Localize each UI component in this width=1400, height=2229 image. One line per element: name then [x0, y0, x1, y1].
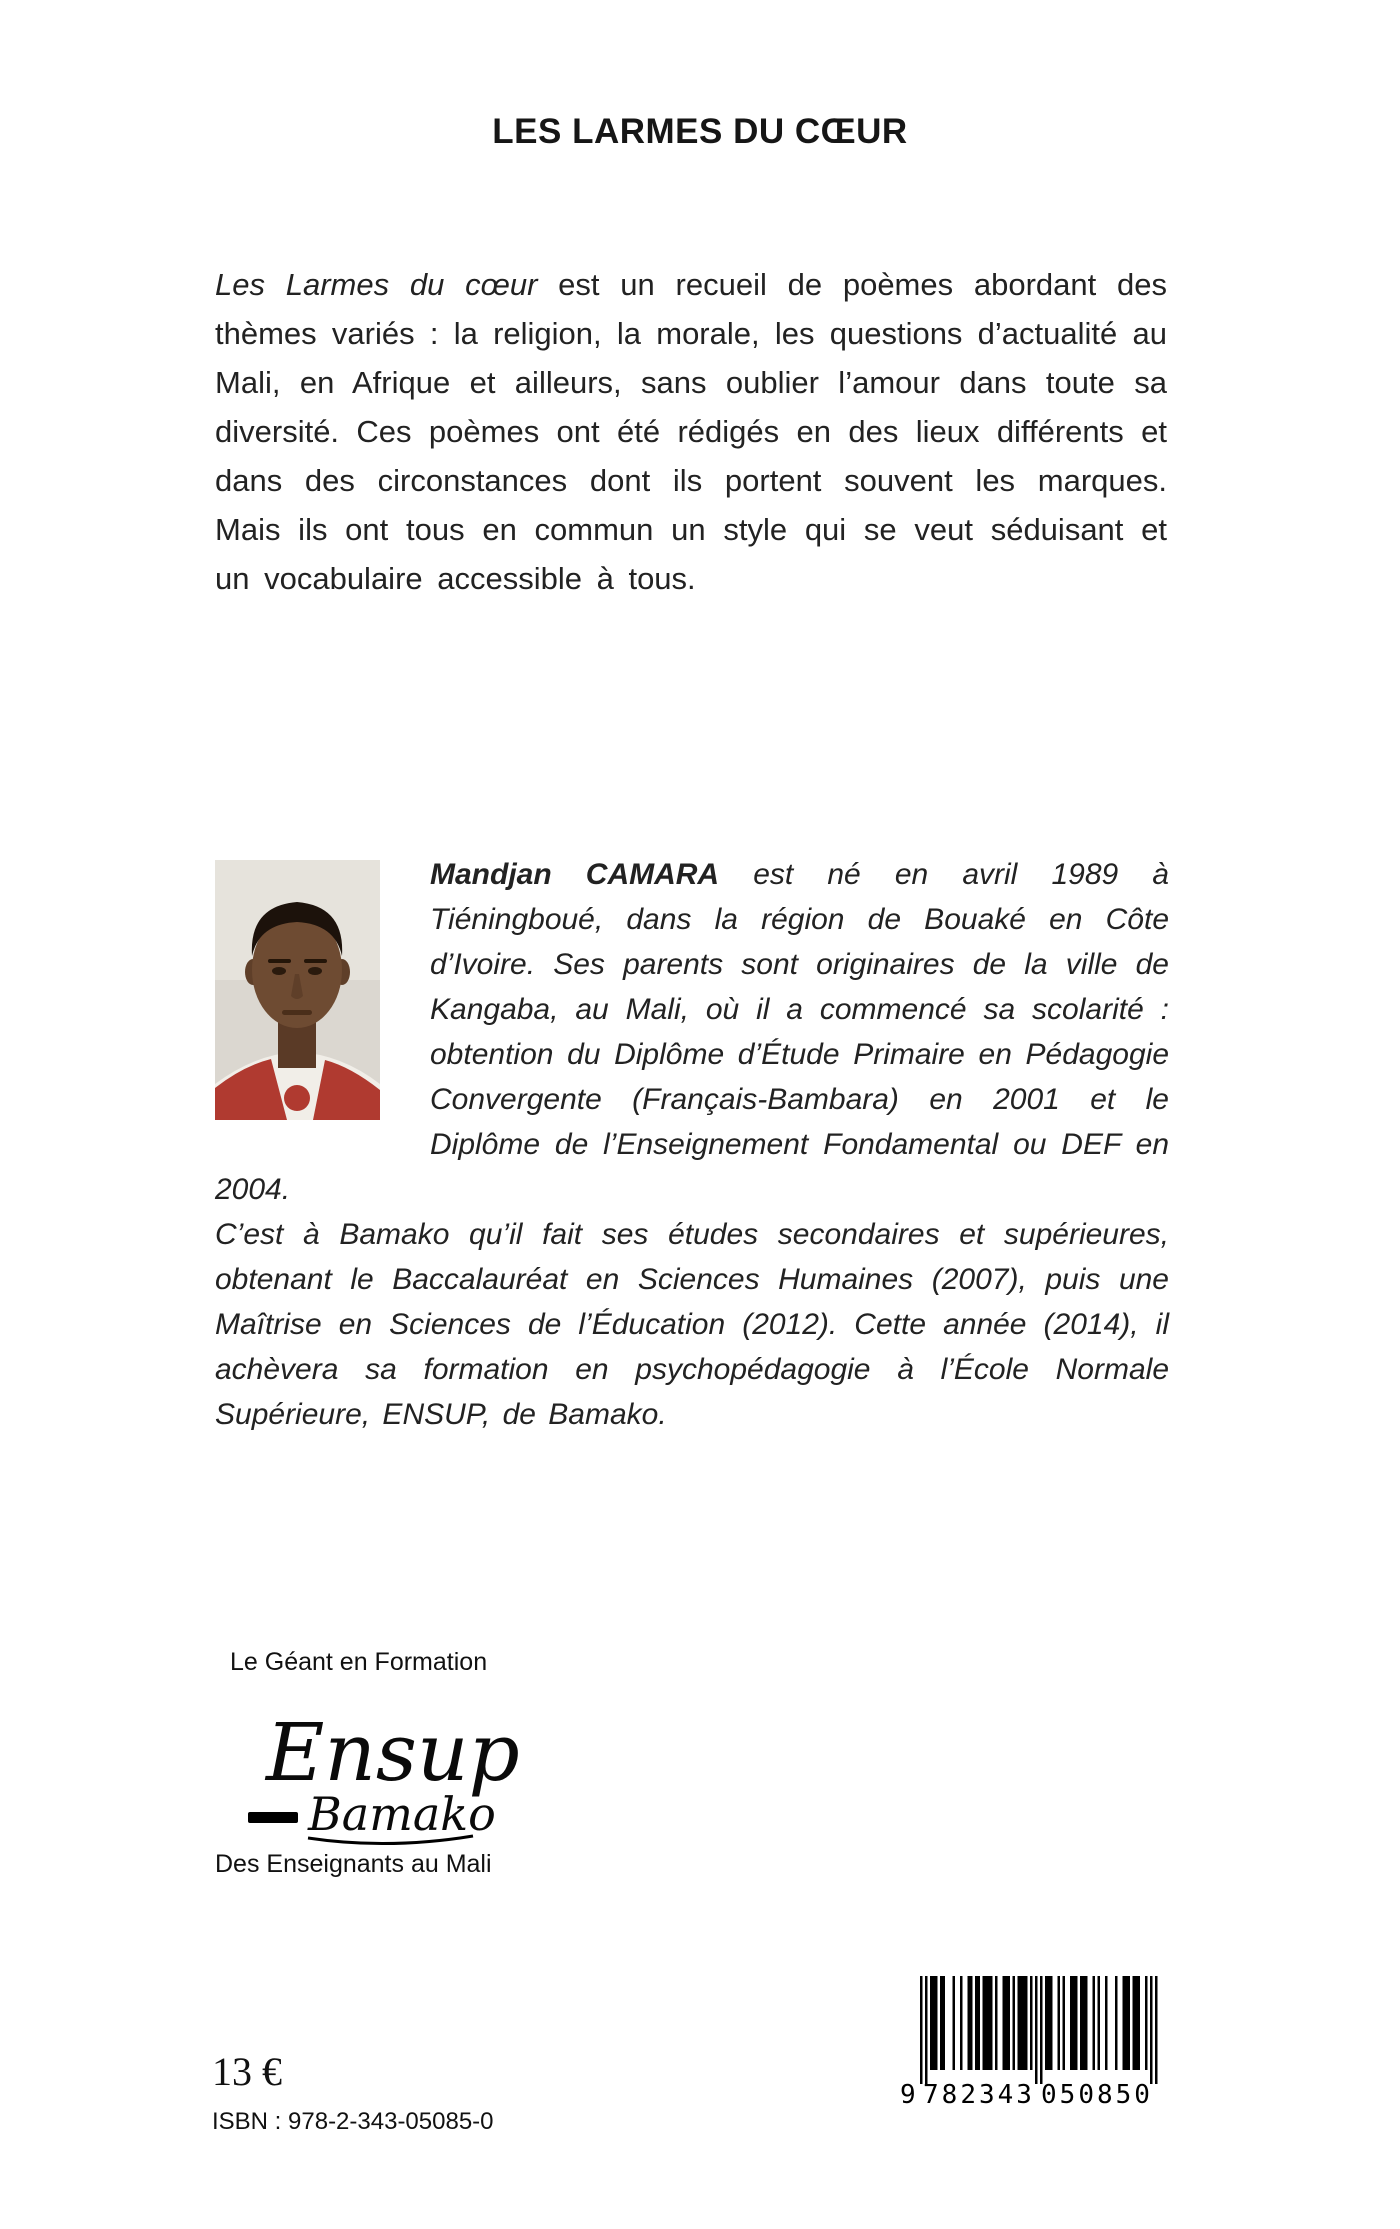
- author-name: Mandjan CAMARA: [430, 858, 720, 891]
- bio-paragraph-1-text: est né en avril 1989 à Tiéningboué, dans la région de Bouaké en Côte d’Ivoire. Ses parents sont originaires de la ville de Kangaba, au Mali, où il a commencé sa scolarité : obtention du Diplôme d’Étude Primaire en Pédagogie Convergente (Français-Bambara) en 2001 et le Diplôme de l’Enseignement Fondamental ou DEF en 2004.: [215, 858, 1169, 1206]
- publisher-logo-image: [248, 1700, 578, 1850]
- synopsis-lead-title: Les Larmes du cœur: [215, 267, 538, 302]
- bio-paragraph-2: C’est à Bamako qu’il fait ses études secondaires et supérieures, obtenant le Baccalauréat en Sciences Humaines (2007), puis une Maîtrise en Sciences de l’Éducation (2012). Cette année (2014), il achèvera sa formation en psychopédagogie à l’École Normale Supérieure, ENSUP, de Bamako.: [215, 1218, 1169, 1431]
- author-bio-section: [215, 852, 1169, 1437]
- publisher-tagline: Des Enseignants au Mali: [215, 1850, 492, 1878]
- barcode-digits-right: 050850: [1041, 2080, 1153, 2110]
- barcode-image: [898, 1976, 1166, 2110]
- book-title: LES LARMES DU CŒUR: [492, 112, 908, 151]
- publisher-logo: [248, 1700, 578, 1855]
- isbn-barcode: [898, 1976, 1166, 2110]
- author-photo: [215, 860, 380, 1120]
- barcode-digit-first: 9: [900, 2080, 919, 2110]
- barcode-digits-left: 782343: [923, 2080, 1035, 2110]
- author-photo-image: [215, 860, 380, 1120]
- synopsis-paragraph: [215, 260, 1167, 603]
- isbn-label: ISBN : 978-2-343-05085-0: [212, 2108, 494, 2135]
- price: 13 €: [212, 2049, 282, 2094]
- logo-main-text: Ensup: [266, 1706, 520, 1799]
- synopsis-text: est un recueil de poèmes abordant des thèmes variés : la religion, la morale, les questions d’actualité au Mali, en Afrique et ailleurs, sans oublier l’amour dans toute sa diversité. Ces poèmes ont été rédigés en des lieux différents et dans des circonstances dont ils portent souvent les marques. Mais ils ont tous en commun un style qui se veut séduisant et un vocabulaire accessible à tous.: [215, 267, 1167, 596]
- series-title: Le Géant en Formation: [230, 1648, 488, 1676]
- logo-underline-bar: [248, 1812, 298, 1823]
- logo-sub-text: Bamako: [308, 1787, 496, 1841]
